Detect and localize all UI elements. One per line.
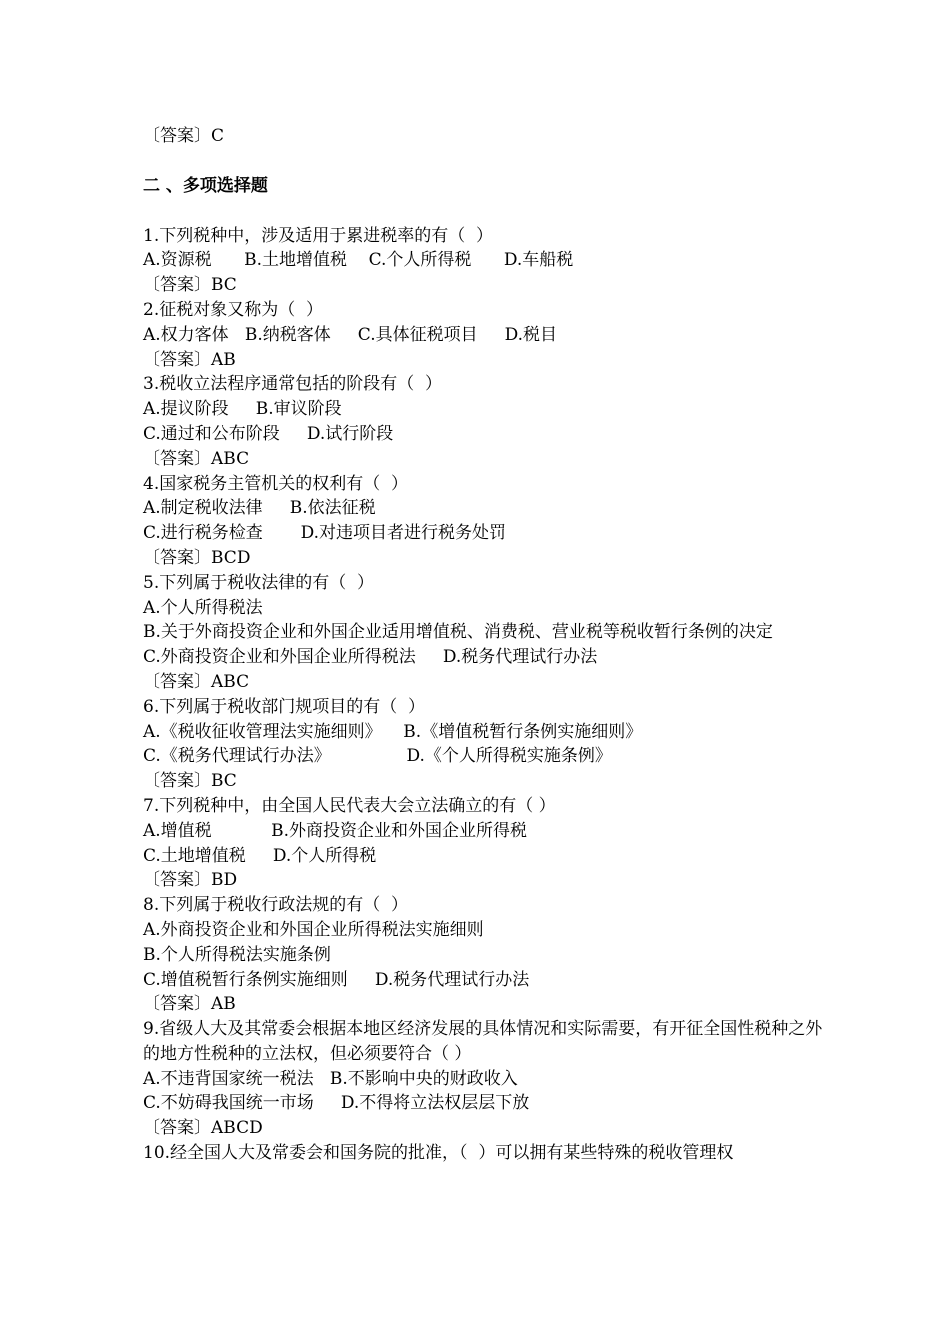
question-stem: 6.下列属于税收部门规项目的有（ ）: [143, 696, 426, 717]
question-item: [143, 472, 823, 571]
question-item: [143, 298, 823, 372]
document-page: [143, 124, 823, 1166]
question-answer: 〔答案〕BC: [143, 275, 237, 296]
question-item: [143, 1017, 823, 1141]
question-options: A.增值税 B.外商投资企业和外国企业所得税: [143, 820, 528, 841]
question-stem: 3.税收立法程序通常包括的阶段有（ ）: [143, 374, 443, 395]
question-options: C.不妨碍我国统一市场 D.不得将立法权层层下放: [143, 1093, 530, 1114]
question-stem: 2.征税对象又称为（ ）: [143, 299, 324, 320]
question-options: C.外商投资企业和外国企业所得税法 D.税务代理试行办法: [143, 647, 598, 668]
question-options: A.资源税 B.土地增值税 C.个人所得税 D.车船税: [143, 250, 574, 271]
question-options: A.《税收征收管理法实施细则》 B.《增值税暂行条例实施细则》: [143, 721, 643, 742]
question-item: [143, 571, 823, 695]
question-options: C.通过和公布阶段 D.试行阶段: [143, 423, 394, 444]
question-stem: 9.省级人大及其常委会根据本地区经济发展的具体情况和实际需要，有开征全国性税种之外的地方性税种的立法权，但必须要符合（ ）: [143, 1019, 823, 1064]
question-item: [143, 372, 823, 471]
question-options: C.增值税暂行条例实施细则 D.税务代理试行办法: [143, 969, 530, 990]
question-options: B.个人所得税法实施条例: [143, 944, 331, 965]
question-answer: 〔答案〕AB: [143, 349, 236, 370]
question-stem: 4.国家税务主管机关的权利有（ ）: [143, 473, 409, 494]
question-answer: 〔答案〕BCD: [143, 547, 251, 568]
question-item: [143, 1141, 823, 1166]
question-item: [143, 695, 823, 794]
question-answer: 〔答案〕ABC: [143, 448, 250, 469]
question-options: A.权力客体 B.纳税客体 C.具体征税项目 D.税目: [143, 324, 558, 345]
question-stem: 7.下列税种中，由全国人民代表大会立法确立的有（ ）: [143, 795, 556, 816]
question-options: A.提议阶段 B.审议阶段: [143, 399, 342, 420]
question-options: B.关于外商投资企业和外国企业适用增值税、消费税、营业税等税收暂行条例的决定: [143, 622, 773, 643]
question-options: A.外商投资企业和外国企业所得税法实施细则: [143, 919, 484, 940]
question-stem: 5.下列属于税收法律的有（ ）: [143, 572, 375, 593]
question-options: C.《税务代理试行办法》 D.《个人所得税实施条例》: [143, 746, 612, 767]
question-stem: 8.下列属于税收行政法规的有（ ）: [143, 895, 409, 916]
question-answer: 〔答案〕ABCD: [143, 1118, 263, 1139]
question-options: A.不违背国家统一税法 B.不影响中央的财政收入: [143, 1068, 518, 1089]
question-answer: 〔答案〕AB: [143, 994, 236, 1015]
question-options: A.制定税收法律 B.依法征税: [143, 498, 376, 519]
question-options: C.进行税务检查 D.对违项目者进行税务处罚: [143, 523, 507, 544]
question-stem: 10.经全国人大及常委会和国务院的批准，（ ）可以拥有某些特殊的税收管理权: [143, 1143, 734, 1164]
question-options: C.土地增值税 D.个人所得税: [143, 845, 377, 866]
section-title: 二 、多项选择题: [143, 175, 268, 196]
question-answer: 〔答案〕BD: [143, 870, 238, 891]
question-item: [143, 893, 823, 1017]
question-options: A.个人所得税法: [143, 597, 263, 618]
question-item: [143, 224, 823, 298]
question-item: [143, 794, 823, 893]
question-answer: 〔答案〕ABC: [143, 671, 250, 692]
question-stem: 1.下列税种中，涉及适用于累进税率的有（ ）: [143, 225, 494, 246]
question-list: [143, 224, 823, 1166]
question-answer: 〔答案〕BC: [143, 771, 237, 792]
previous-answer: 〔答案〕C: [143, 126, 225, 146]
